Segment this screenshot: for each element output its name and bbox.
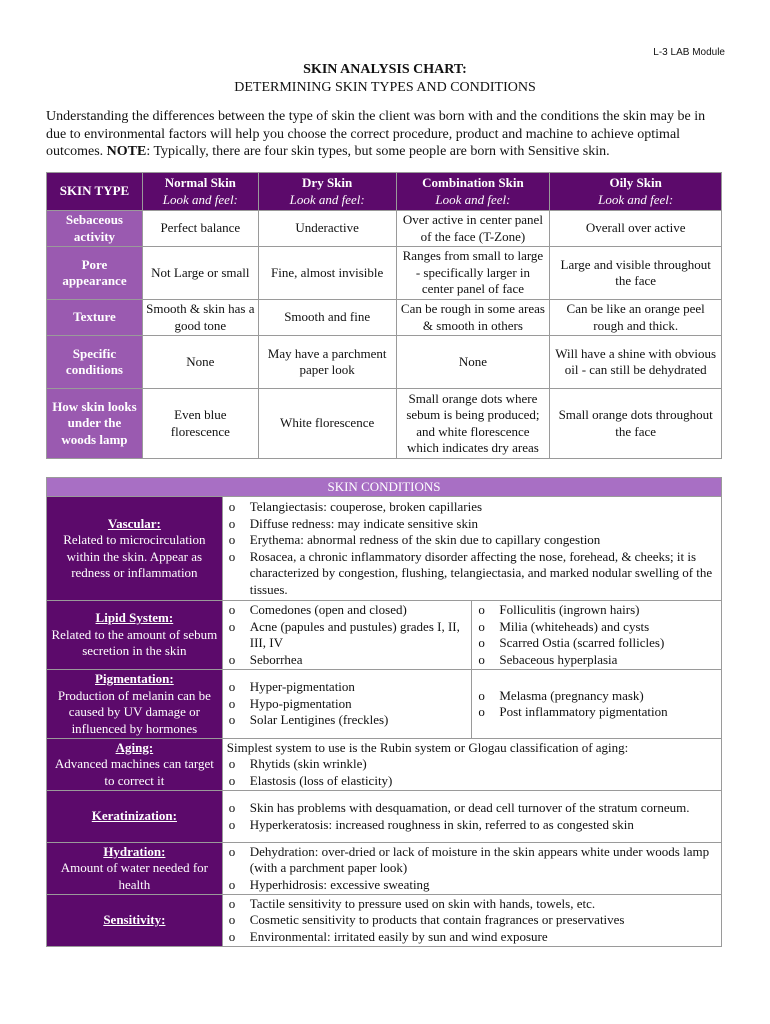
condition-aging	[47, 739, 722, 791]
skin-type-corner: SKIN TYPE	[47, 173, 143, 211]
cell: Will have a shine with obvious oil - can still be dehydrated	[550, 336, 722, 389]
conditions-band: SKIN CONDITIONS	[47, 478, 722, 497]
list-item: o Melasma (pregnancy mask)	[476, 688, 717, 705]
condition-pigmentation	[47, 670, 722, 739]
cell: May have a parchment paper look	[258, 336, 396, 389]
list-item: o Comedones (open and closed)	[227, 602, 468, 619]
intro-paragraph	[46, 108, 726, 161]
list-item: o Sebaceous hyperplasia	[476, 652, 717, 669]
row-label: How skin looks under the woods lamp	[47, 389, 143, 459]
cell: Ranges from small to large - specifically larger in center panel of face	[396, 247, 550, 300]
cell: Overall over active	[550, 211, 722, 247]
intro-text: Understanding the differences between the type of skin the client was born with and the conditions the skin may be in due to environmental factors will help you choose the correct procedure, product and machine to achieve optimal outcomes.	[46, 109, 706, 159]
list-item: o Acne (papules and pustules) grades I, II, III, IV	[227, 619, 468, 652]
keratinization-items	[222, 791, 721, 843]
pigmentation-items-right	[472, 670, 722, 739]
list-item: o Solar Lentigines (freckles)	[227, 712, 468, 729]
list-item: o Hyperhidrosis: excessive sweating	[227, 877, 717, 894]
cell: Small orange dots where sebum is being produced; and white florescence which indicates dry areas	[396, 389, 550, 459]
cell: Smooth and fine	[258, 300, 396, 336]
row-pore-appearance	[47, 247, 722, 300]
cell: None	[396, 336, 550, 389]
cell: Can be like an orange peel rough and thick.	[550, 300, 722, 336]
list-item: o Rhytids (skin wrinkle)	[227, 756, 717, 773]
condition-lipid	[47, 601, 722, 670]
list-item: o Rosacea, a chronic inflammatory disorder affecting the nose, forehead, & cheeks; it is characterized by congestion, flushing, telangiectasia, and marked nodular swelling of the tissues.	[227, 549, 717, 599]
category-hydration: Hydration: Amount of water needed for health	[47, 843, 223, 895]
page-title: SKIN ANALYSIS CHART:	[303, 62, 467, 77]
vascular-items	[222, 497, 721, 601]
list-item: o Skin has problems with desquamation, or dead cell turnover of the stratum corneum.	[227, 800, 717, 817]
list-item: o Cosmetic sensitivity to products that contain fragrances or preservatives	[227, 912, 717, 929]
list-item: o Post inflammatory pigmentation	[476, 704, 717, 721]
module-label: L-3 LAB Module	[653, 47, 725, 58]
list-item: o Hypo-pigmentation	[227, 696, 468, 713]
cell: Not Large or small	[142, 247, 258, 300]
list-item: o Scarred Ostia (scarred follicles)	[476, 635, 717, 652]
lipid-items-right	[472, 601, 722, 670]
list-item: o Environmental: irritated easily by sun and wind exposure	[227, 929, 717, 946]
skin-type-table	[46, 172, 722, 459]
list-item: o Tactile sensitivity to pressure used on skin with hands, towels, etc.	[227, 896, 717, 913]
list-item: o Diffuse redness: may indicate sensitive skin	[227, 516, 717, 533]
list-item: o Milia (whiteheads) and cysts	[476, 619, 717, 636]
row-label: Sebaceous activity	[47, 211, 143, 247]
list-item: o Hyper-pigmentation	[227, 679, 468, 696]
condition-sensitivity	[47, 895, 722, 947]
row-texture	[47, 300, 722, 336]
aging-items	[222, 739, 721, 791]
list-item: o Elastosis (loss of elasticity)	[227, 773, 717, 790]
intro-note-text: : Typically, there are four skin types, but some people are born with Sensitive skin.	[146, 144, 610, 159]
row-sebaceous-activity	[47, 211, 722, 247]
page-subtitle: DETERMINING SKIN TYPES AND CONDITIONS	[234, 80, 536, 95]
col-dry-skin: Dry Skin Look and feel:	[258, 173, 396, 211]
conditions-band-row	[47, 478, 722, 497]
list-item: o Dehydration: over-dried or lack of moisture in the skin appears white under woods lamp (with a parchment paper look)	[227, 844, 717, 877]
intro-note-label: NOTE	[106, 144, 147, 159]
col-normal-skin: Normal Skin Look and feel:	[142, 173, 258, 211]
list-item: o Folliculitis (ingrown hairs)	[476, 602, 717, 619]
row-woods-lamp	[47, 389, 722, 459]
category-aging: Aging: Advanced machines can target to correct it	[47, 739, 223, 791]
cell: Large and visible throughout the face	[550, 247, 722, 300]
row-label: Pore appearance	[47, 247, 143, 300]
cell: Even blue florescence	[142, 389, 258, 459]
condition-hydration	[47, 843, 722, 895]
pigmentation-items-left	[222, 670, 472, 739]
skin-conditions-table	[46, 477, 722, 947]
skin-type-header-row	[47, 173, 722, 211]
cell: Underactive	[258, 211, 396, 247]
list-item: o Telangiectasis: couperose, broken capillaries	[227, 499, 717, 516]
lipid-items-left	[222, 601, 472, 670]
cell: Perfect balance	[142, 211, 258, 247]
list-item: o Hyperkeratosis: increased roughness in skin, referred to as congested skin	[227, 817, 717, 834]
row-specific-conditions	[47, 336, 722, 389]
aging-intro: Simplest system to use is the Rubin system or Glogau classification of aging:	[226, 739, 629, 755]
cell: Small orange dots throughout the face	[550, 389, 722, 459]
category-lipid: Lipid System: Related to the amount of sebum secretion in the skin	[47, 601, 223, 670]
hydration-items	[222, 843, 721, 895]
list-item: o Seborrhea	[227, 652, 468, 669]
row-label: Texture	[47, 300, 143, 336]
cell: Over active in center panel of the face (T-Zone)	[396, 211, 550, 247]
col-oily-skin: Oily Skin Look and feel:	[550, 173, 722, 211]
cell: Smooth & skin has a good tone	[142, 300, 258, 336]
cell: Fine, almost invisible	[258, 247, 396, 300]
sensitivity-items	[222, 895, 721, 947]
category-pigmentation: Pigmentation: Production of melanin can be caused by UV damage or influenced by hormones	[47, 670, 223, 739]
cell: Can be rough in some areas & smooth in others	[396, 300, 550, 336]
col-combination-skin: Combination Skin Look and feel:	[396, 173, 550, 211]
category-vascular: Vascular: Related to microcirculation within the skin. Appear as redness or inflammation	[47, 497, 223, 601]
row-label: Specific conditions	[47, 336, 143, 389]
cell: None	[142, 336, 258, 389]
category-keratinization: Keratinization:	[47, 791, 223, 843]
list-item: o Erythema: abnormal redness of the skin due to capillary congestion	[227, 532, 717, 549]
condition-keratinization	[47, 791, 722, 843]
category-sensitivity: Sensitivity:	[47, 895, 223, 947]
cell: White florescence	[258, 389, 396, 459]
condition-vascular	[47, 497, 722, 601]
